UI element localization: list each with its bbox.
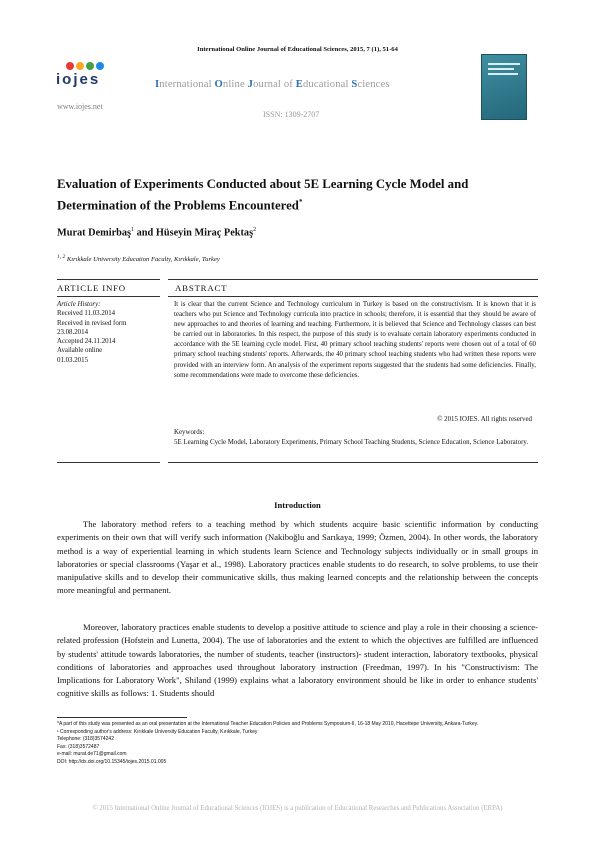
divider <box>57 296 160 297</box>
logo-mark-icon <box>66 62 116 70</box>
journal-banner <box>133 70 473 132</box>
divider <box>168 279 538 280</box>
doi-link[interactable]: DOI: http://dx.doi.org/10.15345/iojes.2015.01.005 <box>57 758 167 765</box>
journal-website-link[interactable]: www.iojes.net <box>57 102 103 111</box>
body-paragraph: The laboratory method refers to a teaching method by which students acquire basic scientific information by conducting experiments on their own that will verify such information (Nakiboğlu and Sarıkaya, 1999; Özmen, 2004). In other words, the laboratory method is a way of experiential learning in which students learn Science and Technology subjects individually or in small groups in laboratories or special classrooms (Yaşar et al., 1998). Laboratory practices enable students to do research, to solve problems, to use their manipulative skills and to develop their communicative skills, thus making learned concepts and the relationship between the concepts more meaningful and permanent. <box>57 519 538 596</box>
journal-name: International Online Journal of Educational Sciences <box>155 79 390 90</box>
logo-dot <box>96 62 104 70</box>
abstract-text: It is clear that the current Science and Technology curriculum in Turkey is based on the constructivism. It is known that it is teachers who put Science and Technology curricula into practice in schools; therefore, it is essential that they should be aware of new approaches to and theories of learning and teaching. Furthermore, it is believed that Science and Technology classes can best be carried out in laboratories. In this respect, the purpose of this study is to evaluate certain laboratory experiments conducted in accordance with the 5E learning cycle model. First, 40 primary school teaching students' reports were chosen out of a total of 60 primary school teaching students' reports. Afterwards, the 40 primary school teaching students who had written these reports were provided with an interview form. An analysis of the experiment reports suggested that the students had some deficiencies. Finally, some recommendations were made to overcome these deficiencies. <box>174 301 536 379</box>
abstract-copyright: © 2015 IOJES. All rights reserved <box>437 416 532 423</box>
authors: Murat Demirbaş$^1$ and Hüseyin Miraç Pektaş$^2$ <box>57 227 257 239</box>
logo-dot <box>86 62 94 70</box>
journal-cover-image <box>481 54 527 120</box>
keywords: Keywords: 5E Learning Cycle Model, Laboratory Experiments, Primary School Teaching Students, Science Education, Science Laboratory. <box>174 429 529 446</box>
paper-title: Evaluation of Experiments Conducted about 5E Learning Cycle Model and Determination of the Problems Encountered* <box>57 177 469 213</box>
divider <box>168 296 538 297</box>
footnote-rule <box>57 717 187 718</box>
logo-dot <box>66 62 74 70</box>
body-paragraph: Moreover, laboratory practices enable students to develop a positive attitude to science and play a role in their choosing a science-related profession (Hofstein and Lunetta, 2004). The use of laboratories and the extent to which the objectives are fulfilled are influenced by students' attitude towards laboratories, the number of students, teacher (instructors)- student interaction, laboratory textbooks, physical conditions of laboratories and approaches used throughout laboratory instruction (Freedman, 1997). In his "Constructivism: The Implications for Laboratory Work", Shiland (1999) explains what a laboratory environment should be like in order to enhance students' cognitive skills as follows: 1. Students should <box>57 622 538 699</box>
article-info-heading: ARTICLE INFO <box>57 283 126 293</box>
journal-logo <box>56 62 116 88</box>
footnotes: *A part of this study was presented as an oral presentation at the International Teacher Education Policies and Problems Symposium-II, 16-18 May 2010, Hacettepe University, Ankara-Turkey. ¹ Corresponding author's address: Kırıkkale University Education Faculty, Kırıkkale, Turkey Telephone: (318)3574242 Fax: (318)3572487 e-mail: murat.de71@gmail.com DOI: http://dx.doi.org/10.15345/iojes.2015.01.005 <box>57 721 542 766</box>
divider <box>57 462 160 463</box>
page-footer: © 2015 International Online Journal of Educational Sciences (IOJES) is a publication of Educational Researches and Publications Association (ERPA) <box>92 805 503 812</box>
affiliation: $^{1, 2}$ Kırıkkale University Education Faculty, Kırıkkale, Turkey <box>57 254 220 264</box>
divider <box>168 462 538 463</box>
divider <box>57 279 160 280</box>
issn: ISSN: 1309-2707 <box>263 110 320 119</box>
author-1: Murat Demirbaş <box>57 227 132 239</box>
author-2: Hüseyin Miraç Pektaş <box>155 227 254 239</box>
article-history: Article History: Received 11.03.2014 Received in revised form 23.08.2014 Accepted 24.11.2014 Available online 01.03.2015 <box>57 301 127 364</box>
logo-text: iojes <box>56 71 101 88</box>
logo-dot <box>76 62 84 70</box>
running-head: International Online Journal of Educational Sciences, 2015, 7 (1), 51-64 <box>197 46 398 53</box>
introduction-heading: Introduction <box>274 500 321 510</box>
abstract-heading: ABSTRACT <box>175 283 228 293</box>
